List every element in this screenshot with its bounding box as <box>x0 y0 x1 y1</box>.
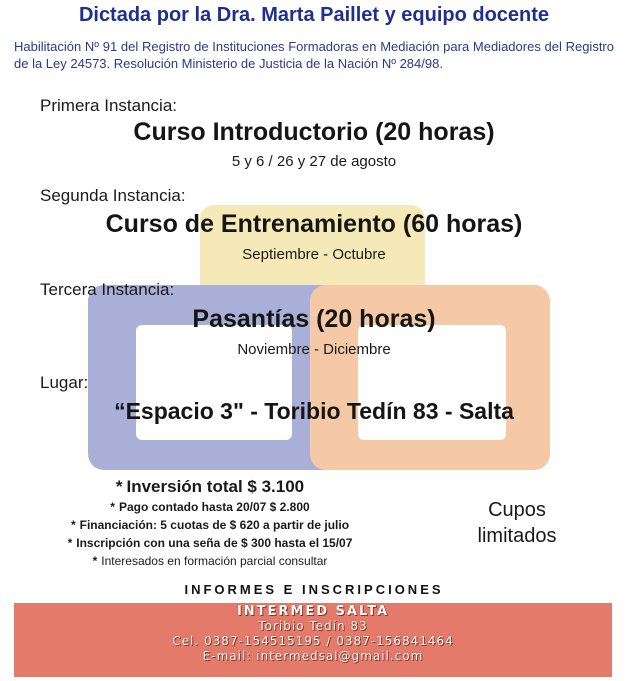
location-value: “Espacio 3" - Toribio Tedín 83 - Salta <box>114 398 514 424</box>
cupos-limitados: Cupos limitados <box>477 499 557 547</box>
instance-label-2: Segunda Instancia: <box>40 186 186 205</box>
pricing-interesados: * Interesados en formación parcial consultar <box>92 554 328 568</box>
location-label: Lugar: <box>40 373 89 392</box>
informes-heading: INFORMES E INSCRIPCIONES <box>184 582 444 597</box>
contact-email: E-mail: intermedsal@gmail.com <box>202 649 424 663</box>
pricing-contado: * Pago contado hasta 20/07 $ 2.800 <box>110 500 310 514</box>
instance-label-3: Tercera Instancia: <box>40 280 175 299</box>
pricing-financiacion: * Financiación: 5 cuotas de $ 620 a partir de julio <box>70 518 350 532</box>
course-title-2: Curso de Entrenamiento (60 horas) <box>105 210 523 238</box>
course-title-3: Pasantías (20 horas) <box>192 305 436 333</box>
contact-address: Toribio Tedín 83 <box>258 619 368 633</box>
instance-label-1: Primera Instancia: <box>40 96 177 115</box>
pricing-inscripcion: * Inscripción con una seña de $ 300 hasta el 15/07 <box>67 536 353 550</box>
course-dates-1: 5 y 6 / 26 y 27 de agosto <box>231 153 397 170</box>
course-dates-3: Noviembre - Diciembre <box>237 341 391 358</box>
habilitacion-text: Habilitación Nº 91 del Registro de Instituciones Formadoras en Mediación para Mediadores del Registro de la Ley 24573. Resolución Ministerio de Justicia de la Nación Nº 284/98. <box>14 39 614 71</box>
course-title-1: Curso Introductorio (20 horas) <box>133 118 495 146</box>
pricing-list <box>0 476 420 570</box>
contact-name: INTERMED SALTA <box>236 604 390 619</box>
course-dates-2: Septiembre - Octubre <box>242 246 386 263</box>
contact-phone: Cel. 0387-154515195 / 0387-156841464 <box>172 634 454 648</box>
page-title: Dictada por la Dra. Marta Paillet y equipo docente <box>78 4 550 26</box>
pricing-total: * Inversión total $ 3.100 <box>115 477 305 496</box>
